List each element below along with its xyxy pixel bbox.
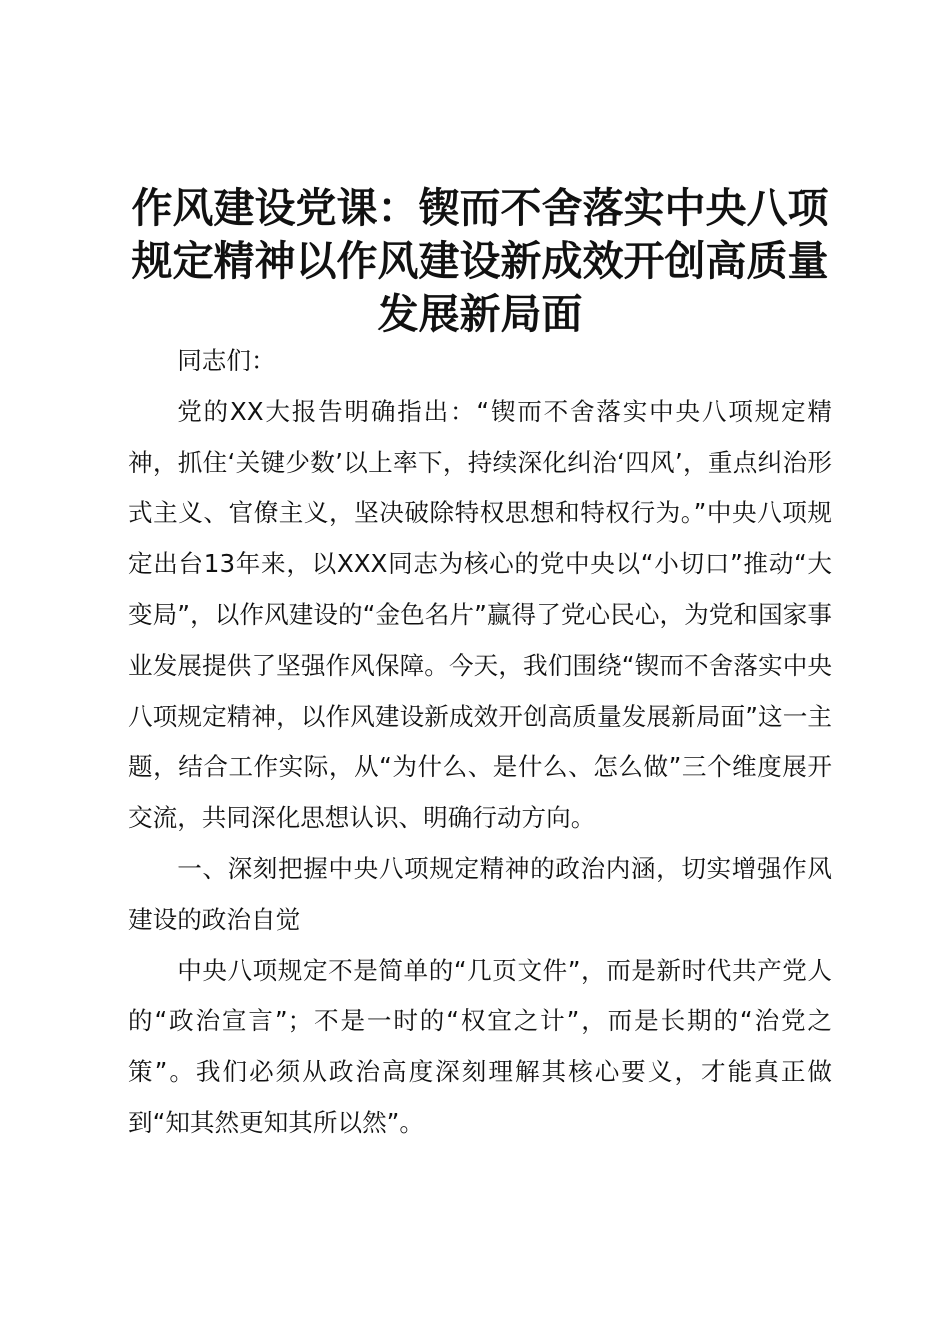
- salutation: 同志们：: [177, 346, 276, 375]
- title-line-3: 发展新局面: [377, 290, 583, 338]
- section-paragraph-1: 中央八项规定不是简单的“几页文件”，而是新时代共产党人的“政治宣言”；不是一时的“权宜之计”，而是长期的“治党之策”。我们必须从政治高度深刻理解其核心要义，才能真正做到“知其然更知其所以然”。: [128, 955, 832, 1137]
- document-body: [128, 336, 832, 1149]
- intro-paragraph: 党的XX大报告明确指出：“锲而不舍落实中央八项规定精神，抓住‘关键少数’以上率下，持续深化纠治‘四风’，重点纠治形式主义、官僚主义，坚决破除特权思想和特权行为。”中央八项规定出台13年来，以XXX同志为核心的党中央以“小切口”推动“大变局”，以作风建设的“金色名片”赢得了党心民心，为党和国家事业发展提供了坚强作风保障。今天，我们围绕“锲而不舍落实中央八项规定精神，以作风建设新成效开创高质量发展新局面”这一主题，结合工作实际，从“为什么、是什么、怎么做”三个维度展开交流，共同深化思想认识、明确行动方向。: [128, 396, 832, 833]
- document-title: [128, 182, 832, 341]
- title-line-1: 作风建设党课：锲而不舍落实中央八项: [131, 184, 829, 232]
- title-line-2: 规定精神以作风建设新成效开创高质量: [131, 237, 829, 285]
- section-heading-1: 一、深刻把握中央八项规定精神的政治内涵，切实增强作风建设的政治自觉: [128, 853, 832, 934]
